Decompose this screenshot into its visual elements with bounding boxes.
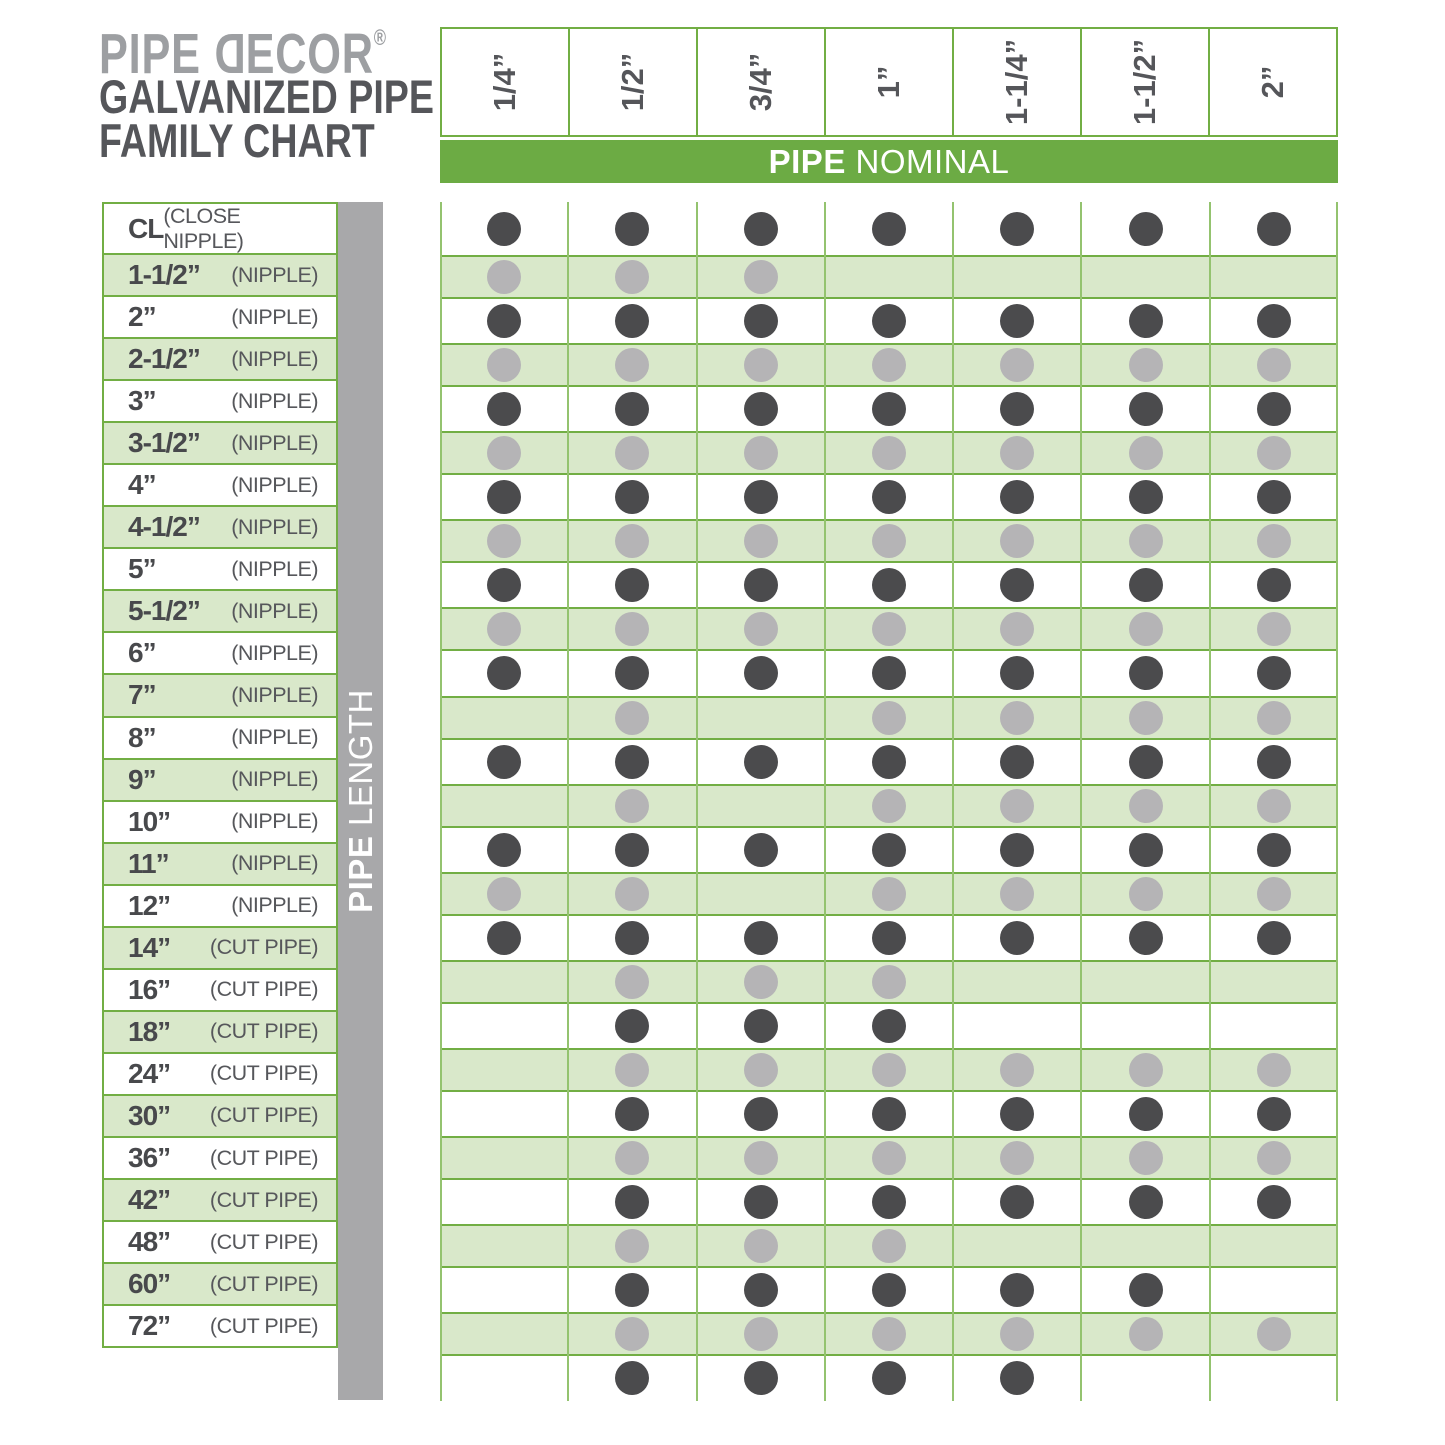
availability-dot	[1129, 701, 1163, 735]
row-kind-label: (CUT PIPE)	[209, 977, 318, 1002]
availability-dot	[1129, 212, 1163, 246]
availability-dot	[744, 921, 778, 955]
row-kind-label: (NIPPLE)	[231, 262, 318, 287]
availability-dot	[744, 833, 778, 867]
availability-dot	[872, 921, 906, 955]
availability-dot	[872, 833, 906, 867]
row-size-label: 16”	[128, 973, 171, 1005]
column-header-cell	[1080, 27, 1210, 137]
availability-dot	[872, 1273, 906, 1307]
pipe-length-label	[342, 689, 380, 913]
row-size-label: 4”	[128, 469, 156, 501]
row-label	[102, 505, 338, 549]
row-label	[102, 1136, 338, 1180]
availability-dot	[744, 1229, 778, 1263]
row-size-label: 24”	[128, 1057, 171, 1089]
availability-dot	[1257, 1317, 1291, 1351]
availability-dot	[487, 480, 521, 514]
row-label	[102, 884, 338, 928]
availability-dot	[615, 1009, 649, 1043]
column-header-label: 3/4”	[743, 52, 778, 112]
registered-mark: ®	[373, 25, 387, 50]
row-label	[102, 1094, 338, 1138]
availability-dot	[1129, 392, 1163, 426]
availability-dot	[1000, 480, 1034, 514]
column-line	[1209, 202, 1211, 1401]
chart-title-line1: GALVANIZED PIPE	[99, 70, 434, 123]
availability-dot	[744, 436, 778, 470]
row-size-label: 14”	[128, 931, 171, 963]
availability-dot	[744, 392, 778, 426]
column-header-label: 2”	[1255, 65, 1290, 99]
availability-dot	[744, 568, 778, 602]
availability-dot	[1000, 568, 1034, 602]
row-label	[102, 295, 338, 339]
availability-dot	[487, 833, 521, 867]
row-kind-label: (CUT PIPE)	[209, 1229, 318, 1254]
availability-dot	[872, 392, 906, 426]
availability-dot	[615, 701, 649, 735]
row-size-label: 2-1/2”	[128, 343, 200, 375]
availability-dot	[1257, 1097, 1291, 1131]
availability-dot	[615, 745, 649, 779]
availability-dot	[872, 877, 906, 911]
availability-dot	[1000, 1141, 1034, 1175]
column-header-cell	[952, 27, 1082, 137]
availability-dot	[872, 524, 906, 558]
row-label	[102, 1010, 338, 1054]
availability-dot	[1129, 436, 1163, 470]
availability-dot	[1257, 480, 1291, 514]
availability-dot	[1129, 568, 1163, 602]
availability-dot	[1129, 480, 1163, 514]
availability-dot	[615, 1141, 649, 1175]
availability-dot	[872, 304, 906, 338]
row-label	[102, 1220, 338, 1264]
row-label	[102, 589, 338, 633]
column-line	[567, 202, 569, 1401]
availability-dot	[744, 348, 778, 382]
chart-title	[99, 70, 434, 167]
availability-dot	[1000, 921, 1034, 955]
availability-dot	[1129, 348, 1163, 382]
availability-dot	[744, 745, 778, 779]
availability-dot	[1000, 656, 1034, 690]
pipe-nominal-label-bold: PIPE	[768, 142, 846, 180]
row-label	[102, 379, 338, 423]
row-size-label: 48”	[128, 1226, 171, 1258]
row-kind-label: (NIPPLE)	[231, 893, 318, 918]
row-band	[440, 255, 1338, 299]
column-header-cell	[1208, 27, 1338, 137]
availability-dot	[1000, 701, 1034, 735]
availability-dot	[615, 1229, 649, 1263]
row-label	[102, 547, 338, 591]
availability-dot	[487, 656, 521, 690]
availability-dot	[615, 1185, 649, 1219]
row-size-label: 7”	[128, 679, 156, 711]
availability-dot	[1000, 392, 1034, 426]
row-size-label: 72”	[128, 1310, 171, 1342]
availability-dot	[487, 524, 521, 558]
availability-dot	[487, 612, 521, 646]
availability-dot	[1129, 921, 1163, 955]
row-size-label: 2”	[128, 301, 156, 333]
availability-dot	[744, 1009, 778, 1043]
availability-dot	[1129, 1317, 1163, 1351]
row-size-label: 4-1/2”	[128, 511, 200, 543]
row-kind-label: (CUT PIPE)	[209, 1103, 318, 1128]
row-size-label: 5-1/2”	[128, 595, 200, 627]
availability-dot	[615, 1317, 649, 1351]
row-size-label: 11”	[128, 847, 169, 879]
row-size-label: 42”	[128, 1184, 171, 1216]
availability-dot	[1129, 1141, 1163, 1175]
availability-dot	[487, 921, 521, 955]
column-header-label: 1-1/4”	[999, 38, 1034, 126]
availability-dot	[1000, 1273, 1034, 1307]
availability-dot	[1129, 524, 1163, 558]
row-kind-label: (CUT PIPE)	[209, 1019, 318, 1044]
row-size-label: 1-1/2”	[128, 259, 200, 291]
availability-dot	[744, 1053, 778, 1087]
availability-dot	[1000, 524, 1034, 558]
row-kind-label: (NIPPLE)	[231, 556, 318, 581]
availability-dot	[487, 260, 521, 294]
row-kind-label: (NIPPLE)	[231, 767, 318, 792]
availability-dot	[744, 1185, 778, 1219]
availability-dot	[872, 701, 906, 735]
availability-dot	[615, 656, 649, 690]
column-header-cell	[568, 27, 698, 137]
availability-dot	[615, 524, 649, 558]
pipe-nominal-bar	[440, 140, 1338, 183]
row-kind-label: (NIPPLE)	[231, 725, 318, 750]
availability-dot	[1257, 524, 1291, 558]
availability-dot	[872, 1141, 906, 1175]
availability-dot	[872, 1009, 906, 1043]
availability-dot	[1000, 436, 1034, 470]
availability-dot	[1257, 789, 1291, 823]
availability-dot	[1257, 212, 1291, 246]
row-label	[102, 1178, 338, 1222]
availability-dot	[1257, 1053, 1291, 1087]
availability-dot	[872, 789, 906, 823]
availability-dot	[1257, 436, 1291, 470]
availability-dot	[1129, 745, 1163, 779]
availability-dot	[1257, 921, 1291, 955]
availability-dot	[872, 612, 906, 646]
availability-dot	[1257, 656, 1291, 690]
availability-dot	[1000, 745, 1034, 779]
availability-dot	[872, 1361, 906, 1395]
availability-dot	[615, 789, 649, 823]
availability-dot	[615, 480, 649, 514]
availability-dot	[744, 260, 778, 294]
pipe-nominal-label-rest: NOMINAL	[855, 142, 1010, 180]
brand-text-prefix: PIPE	[99, 22, 214, 86]
row-kind-label: (CUT PIPE)	[209, 1061, 318, 1086]
availability-dot	[1129, 1273, 1163, 1307]
availability-dot	[744, 304, 778, 338]
column-line	[824, 202, 826, 1401]
row-label	[102, 1304, 338, 1348]
availability-dot	[1257, 568, 1291, 602]
availability-dot	[744, 480, 778, 514]
availability-dot	[1000, 1053, 1034, 1087]
availability-dot	[487, 877, 521, 911]
availability-dot	[872, 656, 906, 690]
availability-dot	[615, 1361, 649, 1395]
availability-dot	[615, 1273, 649, 1307]
availability-dot	[1257, 1185, 1291, 1219]
pipe-length-label-bold: PIPE	[341, 835, 379, 913]
availability-dot	[615, 612, 649, 646]
row-size-label: 36”	[128, 1142, 171, 1173]
row-kind-label: (CUT PIPE)	[209, 1187, 318, 1212]
availability-dot	[1000, 348, 1034, 382]
availability-dot	[615, 392, 649, 426]
row-label	[102, 758, 338, 802]
availability-dot	[1257, 877, 1291, 911]
availability-dot	[1257, 392, 1291, 426]
row-kind-label: (NIPPLE)	[231, 388, 318, 413]
column-header-label: 1/4”	[487, 52, 522, 112]
availability-dot	[872, 348, 906, 382]
column-line	[1336, 202, 1338, 1401]
row-label	[102, 253, 338, 297]
column-line	[440, 202, 442, 1401]
row-kind-label: (NIPPLE)	[231, 304, 318, 329]
availability-dot	[487, 568, 521, 602]
availability-dot	[487, 348, 521, 382]
availability-dot	[744, 212, 778, 246]
availability-dot	[744, 1141, 778, 1175]
availability-dot	[872, 1185, 906, 1219]
row-label	[102, 842, 338, 886]
availability-dot	[1257, 348, 1291, 382]
row-size-label: 10”	[128, 805, 171, 837]
column-line	[952, 202, 954, 1401]
availability-dot	[615, 921, 649, 955]
availability-dot	[1000, 1317, 1034, 1351]
row-label	[102, 463, 338, 507]
row-label	[102, 968, 338, 1012]
availability-dot	[487, 436, 521, 470]
availability-dot	[744, 1317, 778, 1351]
availability-dot	[872, 745, 906, 779]
availability-dot	[1000, 304, 1034, 338]
row-kind-label: (CUT PIPE)	[209, 1271, 318, 1296]
availability-dot	[1257, 701, 1291, 735]
availability-dot	[615, 1053, 649, 1087]
column-header-cell	[824, 27, 954, 137]
availability-dot	[872, 212, 906, 246]
row-label	[102, 631, 338, 675]
logo-block	[99, 12, 439, 192]
availability-dot	[615, 1097, 649, 1131]
brand-text-suffix: ECOR	[245, 22, 374, 86]
row-size-label: 18”	[128, 1015, 171, 1047]
availability-dot	[1257, 612, 1291, 646]
brand-stylized-d: D	[213, 22, 246, 86]
availability-dot	[872, 436, 906, 470]
row-kind-label: (NIPPLE)	[231, 346, 318, 371]
row-size-label: 9”	[128, 763, 156, 795]
availability-dot	[615, 260, 649, 294]
availability-dot	[1257, 1141, 1291, 1175]
row-kind-label: (NIPPLE)	[231, 851, 318, 876]
column-header-label: 1/2”	[615, 52, 650, 112]
dot-grid	[440, 202, 1338, 1401]
row-size-label: 5”	[128, 553, 156, 585]
availability-dot	[1000, 833, 1034, 867]
availability-dot	[615, 304, 649, 338]
column-header-cell	[440, 27, 570, 137]
availability-dot	[1129, 612, 1163, 646]
row-label	[102, 926, 338, 970]
availability-dot	[1257, 304, 1291, 338]
availability-dot	[1000, 612, 1034, 646]
row-kind-label: (CUT PIPE)	[209, 935, 318, 960]
availability-dot	[872, 965, 906, 999]
availability-dot	[615, 833, 649, 867]
availability-dot	[744, 1361, 778, 1395]
row-size-label: 8”	[128, 721, 156, 753]
row-label	[102, 800, 338, 844]
availability-dot	[1257, 833, 1291, 867]
row-size-label: 30”	[128, 1099, 171, 1131]
row-kind-label: (NIPPLE)	[231, 514, 318, 539]
availability-dot	[744, 656, 778, 690]
availability-dot	[1000, 877, 1034, 911]
row-label	[102, 1052, 338, 1096]
availability-dot	[744, 1097, 778, 1131]
chart-title-line2: FAMILY CHART	[99, 114, 375, 167]
row-label	[102, 673, 338, 717]
availability-dot	[487, 392, 521, 426]
availability-dot	[487, 304, 521, 338]
availability-dot	[1129, 833, 1163, 867]
availability-dot	[1129, 877, 1163, 911]
availability-dot	[615, 877, 649, 911]
availability-dot	[744, 1273, 778, 1307]
availability-dot	[872, 480, 906, 514]
row-label	[102, 716, 338, 760]
availability-dot	[1129, 1097, 1163, 1131]
availability-dot	[1129, 1185, 1163, 1219]
row-size-label: 3”	[128, 385, 156, 417]
availability-dot	[872, 1097, 906, 1131]
availability-dot	[615, 348, 649, 382]
row-size-label: CL	[128, 212, 164, 244]
availability-dot	[1000, 1361, 1034, 1395]
row-kind-label: (NIPPLE)	[231, 640, 318, 665]
availability-dot	[615, 436, 649, 470]
availability-dot	[1257, 745, 1291, 779]
row-kind-label: (NIPPLE)	[231, 682, 318, 707]
availability-dot	[615, 965, 649, 999]
column-line	[696, 202, 698, 1401]
row-kind-label: (NIPPLE)	[231, 809, 318, 834]
column-headers	[440, 27, 1338, 137]
row-label	[102, 337, 338, 381]
availability-dot	[872, 1317, 906, 1351]
availability-dot	[1129, 789, 1163, 823]
availability-dot	[744, 524, 778, 558]
availability-dot	[744, 965, 778, 999]
availability-dot	[1000, 212, 1034, 246]
availability-dot	[1129, 304, 1163, 338]
availability-dot	[1000, 1097, 1034, 1131]
row-kind-label: (NIPPLE)	[231, 472, 318, 497]
row-kind-label: (NIPPLE)	[231, 598, 318, 623]
availability-dot	[872, 1229, 906, 1263]
row-label	[102, 202, 338, 255]
row-kind-label: (CUT PIPE)	[209, 1145, 318, 1170]
row-kind-label: (NIPPLE)	[231, 430, 318, 455]
column-header-label: 1”	[871, 65, 906, 99]
pipe-length-bar	[338, 202, 383, 1400]
row-size-label: 60”	[128, 1268, 171, 1300]
pipe-length-label-rest: LENGTH	[341, 689, 379, 826]
column-header-cell	[696, 27, 826, 137]
row-size-label: 6”	[128, 637, 156, 669]
availability-dot	[1129, 1053, 1163, 1087]
availability-dot	[615, 568, 649, 602]
row-size-label: 3-1/2”	[128, 427, 200, 459]
availability-dot	[744, 612, 778, 646]
availability-dot	[1129, 656, 1163, 690]
row-size-label: 12”	[128, 889, 171, 921]
availability-dot	[872, 1053, 906, 1087]
availability-dot	[872, 568, 906, 602]
row-kind-label: (CUT PIPE)	[209, 1313, 318, 1338]
availability-dot	[1000, 1185, 1034, 1219]
availability-dot	[487, 212, 521, 246]
availability-dot	[487, 745, 521, 779]
row-kind-label: (CLOSE NIPPLE)	[163, 203, 244, 253]
availability-dot	[1000, 789, 1034, 823]
row-labels	[102, 202, 338, 1348]
availability-dot	[615, 212, 649, 246]
column-header-label: 1-1/2”	[1127, 38, 1162, 126]
row-label	[102, 1262, 338, 1306]
column-line	[1080, 202, 1082, 1401]
row-label	[102, 421, 338, 465]
